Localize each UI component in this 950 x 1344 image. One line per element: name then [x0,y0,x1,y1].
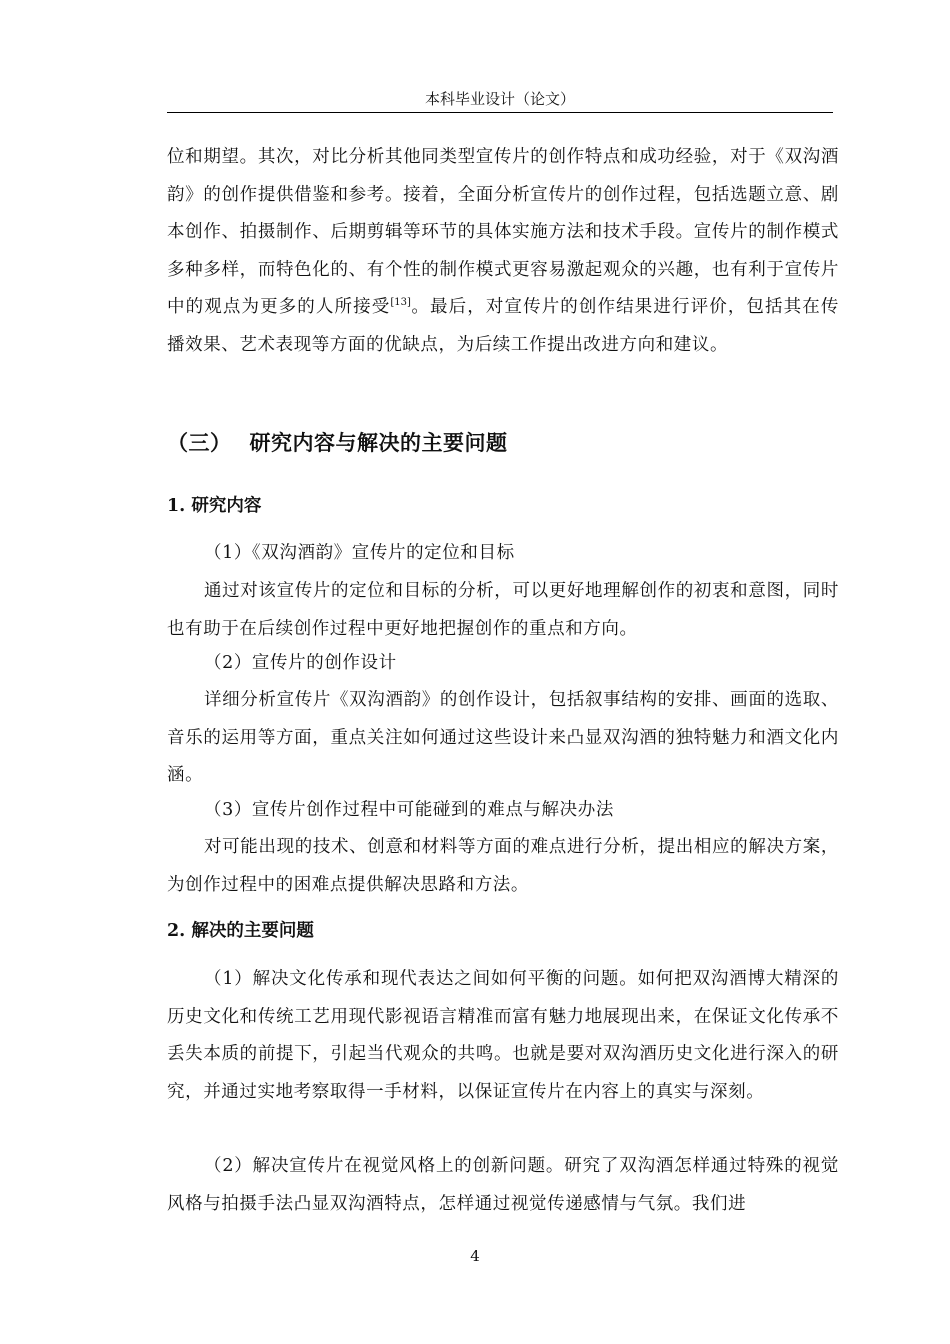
intro-paragraph [167,139,839,364]
intro-text-b: 。最后，对宣传片的创作结果进行评价，包括其在传播效果、艺术表现等方面的优缺点，为后续工作提出改进方向和建议。 [167,297,839,355]
header-divider [167,112,833,113]
research-item-2-body: 详细分析宣传片《双沟酒韵》的创作设计，包括叙事结构的安排、画面的选取、音乐的运用等方面，重点关注如何通过这些设计来凸显双沟酒的独特魅力和酒文化内涵。 [167,690,839,785]
section-title: 研究内容与解决的主要问题 [249,430,508,455]
page-number: 4 [470,1247,480,1265]
section-heading [167,426,508,460]
research-item-1-body: 通过对该宣传片的定位和目标的分析，可以更好地理解创作的初衷和意图，同时也有助于在后续创作过程中更好地把握创作的重点和方向。 [167,581,839,639]
research-heading: 1. 研究内容 [167,496,262,516]
problem-item-2: （2）解决宣传片在视觉风格上的创新问题。研究了双沟酒怎样通过特殊的视觉风格与拍摄手法凸显双沟酒特点，怎样通过视觉传递感情与气氛。我们进 [167,1156,839,1214]
research-item-2-title: （2）宣传片的创作设计 [204,653,397,673]
intro-text-a: 位和期望。其次，对比分析其他同类型宣传片的创作特点和成功经验，对于《双沟酒韵》的创作提供借鉴和参考。接着，全面分析宣传片的创作过程，包括选题立意、剧本创作、拍摄制作、后期剪辑等环节的具体实施方法和技术手段。宣传片的制作模式多种多样，而特色化的、有个性的制作模式更容易激起观众的兴趣，也有利于宣传片中的观点为更多的人所接受 [167,147,839,317]
running-header: 本科毕业设计（论文） [424,90,575,108]
citation-ref: [13] [390,297,411,308]
problems-heading: 2. 解决的主要问题 [167,921,314,941]
research-item-3-title: （3）宣传片创作过程中可能碰到的难点与解决办法 [204,800,614,820]
section-number: （三） [167,430,232,455]
problem-item-1: （1）解决文化传承和现代表达之间如何平衡的问题。如何把双沟酒博大精深的历史文化和传统工艺用现代影视语言精准而富有魅力地展现出来，在保证文化传承不丢失本质的前提下，引起当代观众的共鸣。也就是要对双沟酒历史文化进行深入的研究，并通过实地考察取得一手材料，以保证宣传片在内容上的真实与深刻。 [167,969,839,1102]
research-item-3-body: 对可能出现的技术、创意和材料等方面的难点进行分析，提出相应的解决方案，为创作过程中的困难点提供解决思路和方法。 [167,837,839,895]
research-item-1-title: （1）《双沟酒韵》宣传片的定位和目标 [204,543,515,563]
